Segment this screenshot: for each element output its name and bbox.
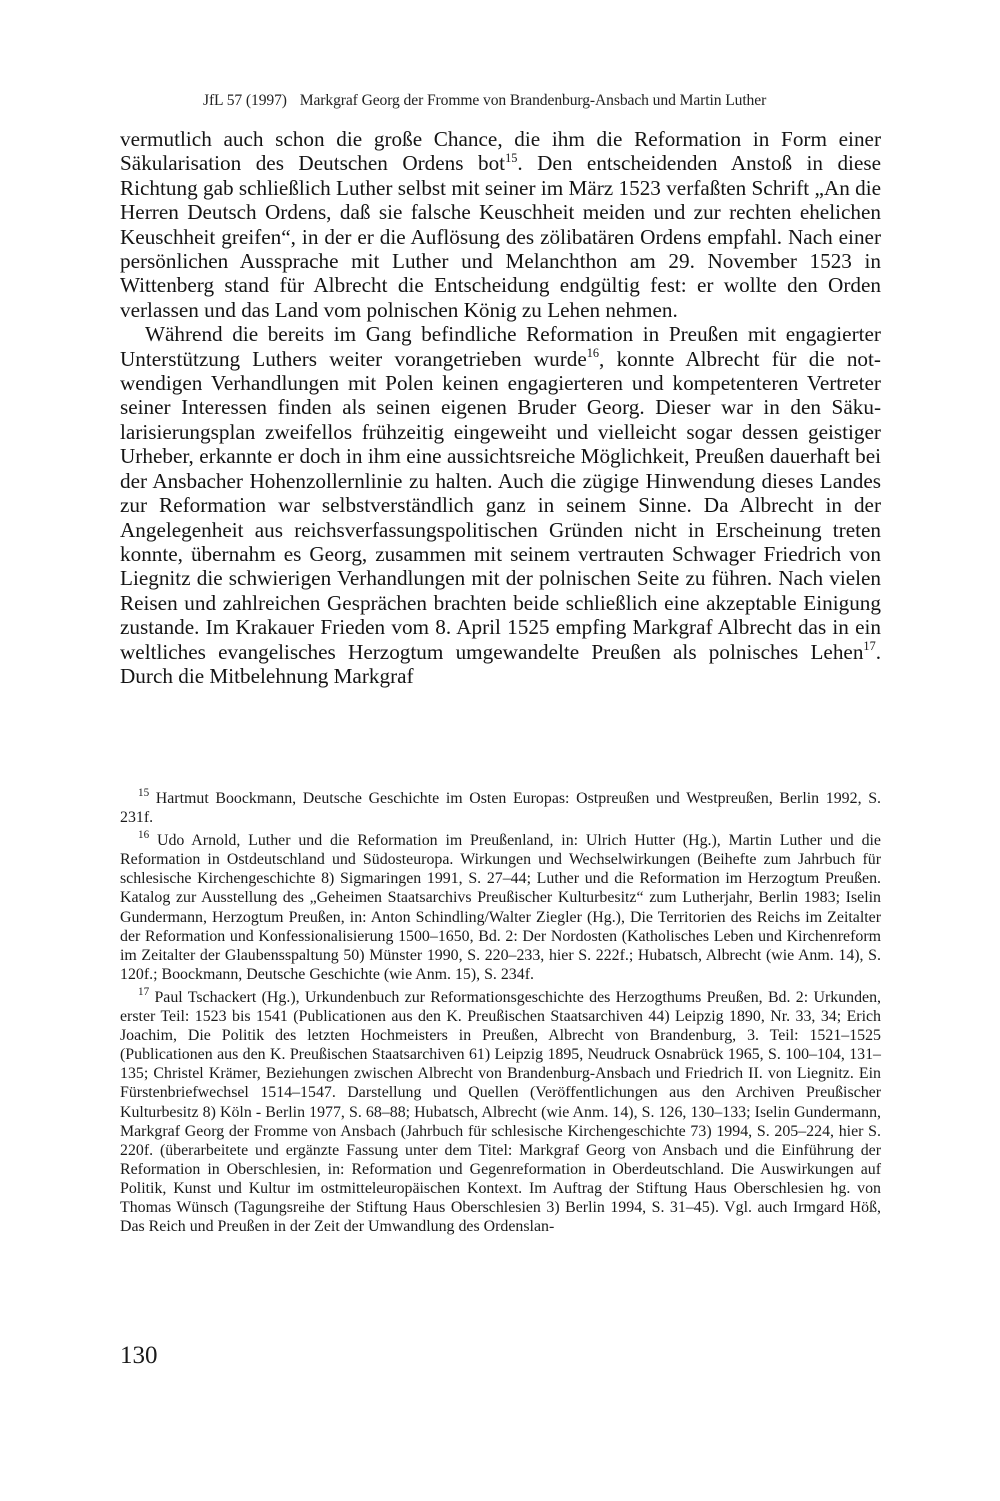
main-text (120, 127, 881, 688)
footnote-text: Paul Tschackert (Hg.), Urkundenbuch zur Reformationsgeschichte des Herzogthums Preußen, Bd. 2: Urkunden, erster Teil: 1523 bis 1541 (Publicationen aus den K. Preußischen Staatsarchiven 44) Leipzig 1890, Nr. 33, 34; Erich Joachim, Die Politik des letzten Hochmeisters in Preußen, Albrecht von Brandenburg, 3. Teil: 1521–1525 (Publicationen aus den K. Preußischen Staatsarchiven 61) Leipzig 1895, Neudruck Osnabrück 1965, S. 100–104, 131–135; Christel Krämer, Beziehungen zwischen Albrecht von Brandenburg-Ansbach und Friedrich II. von Liegnitz. Ein Fürstenbriefwechsel 1514–1547. Darstellung und Quellen (Veröffentlichungen aus den Archiven Preußischer Kulturbesitz 8) Köln - Berlin 1977, S. 68–88; Hubatsch, Albrecht (wie Anm. 14), S. 126, 130–133; Iselin Gundermann, Markgraf Georg der Fromme von Ansbach (Jahrbuch für schlesische Kirchengeschichte 73) 1994, S. 205–224, hier S. 220f. (überarbeitete und ergänzte Fassung unter dem Titel: Markgraf Georg von Ansbach und die Einführung der Reformation in Oberschlesien, in: Reformation und Gegenreformation in Oberdeutschland. Die Auswirkungen auf Politik, Kunst und Kultur im ostmitteleuropäischen Kontext. Im Auftrag der Stiftung Haus Oberschlesien hg. von Thomas Wünsch (Tagungsreihe der Stiftung Haus Oberschlesien 3) Berlin 1994, S. 31–45). Vgl. auch Irmgard Höß, Das Reich und Preußen in der Zeit der Umwandlung des Ordenslan- (120, 988, 881, 1236)
paragraph-2-text-c: . Durch die Mitbelehnung Markgraf (120, 639, 881, 688)
footnote-text: Hartmut Boockmann, Deutsche Geschichte im Osten Europas: Ostpreußen und Westpreußen, Berlin 1992, S. 231f. (120, 790, 881, 827)
paragraph-1-text-a: vermutlich auch schon die große Chance, die ihm die Reformation in Form einer Säkularisation des Deutschen Ordens bot (120, 127, 881, 176)
footnote-number: 15 (138, 787, 150, 800)
footnote-16 (120, 831, 881, 984)
footnote-ref-17[interactable]: 17 (863, 638, 876, 653)
running-header (203, 92, 883, 110)
paragraph-1-text-b: . Den entscheidenden Anstoß in diese Richtung gab schließlich Luther selbst mit seiner im März 1523 verfaßten Schrift „An die Herren Deutsch Ordens, daß sie falsche Keuschheit meiden und zur rechten ehelichen Keuschheit greifen“, in der er die Auflösung des zölibatären Ordens empfahl. Nach einer persönlichen Aussprache mit Luther und Melanchthon am 29. November 1523 in Wittenberg stand für Albrecht die Entscheidung endgültig fest: er wollte den Orden verlassen und das Land vom polnischen König zu Lehen nehmen. (120, 151, 882, 322)
paragraph-2-text-b: , konnte Albrecht für die notwendigen Verhandlungen mit Polen keinen engagierteren und kompetenteren Vertreter seiner Interessen finden als seinen eigenen Bruder Georg. Dieser war in den Säkularisierungsplan zweifellos frühzeitig eingeweiht und vielleicht sogar dessen geistiger Urheber, erkannte er doch in ihm eine aussichtsreiche Möglichkeit, Preußen dauerhaft bei der Ansbacher Hohenzollernlinie zu halten. Auch die zügige Hinwendung dieses Landes zur Reformation war selbstverständlich ganz in seinem Sinne. Da Albrecht in der Angelegenheit aus reichsverfassungspolitischen Gründen nicht in Erscheinung treten konnte, übernahm es Georg, zusammen mit seinem vertrauten Schwager Friedrich von Liegnitz die schwierigen Verhandlungen mit der polnischen Seite zu führen. Nach vielen Reisen und zahlreichen Gesprächen brachten beide schließlich eine akzeptable Einigung zustande. Im Krakauer Frieden vom 8. April 1525 empfing Markgraf Albrecht das in ein weltliches evangelisches Herzogtum umgewandelte Preußen als polnisches Lehen (120, 346, 881, 664)
footnote-17 (120, 988, 881, 1236)
paragraph-1 (120, 127, 881, 322)
footnote-text: Udo Arnold, Luther und die Reformation im Preußenland, in: Ulrich Hutter (Hg.), Martin Luther und die Reformation in Ostdeutschland und Südosteuropa. Wirkungen und Wechselwirkungen (Beihefte zum Jahrbuch für schlesische Kirchengeschichte 8) Sigmaringen 1991, S. 27–44; Luther und die Reformation im Herzogtum Preußen. Katalog zur Ausstellung des „Geheimen Staatsarchivs Preußischer Kulturbesitz“ zum Lutherjahr, Berlin 1983; Iselin Gundermann, Herzogtum Preußen, in: Anton Schindling/Walter Ziegler (Hg.), Die Territorien des Reichs im Zeitalter der Reformation und Konfessionalisierung 1500–1650, Bd. 2: Der Nordosten (Katholisches Leben und Kirchenreform im Zeitalter der Glaubensspaltung 50) Münster 1990, S. 220–233, hier S. 222f.; Hubatsch, Albrecht (wie Anm. 14), S. 120f.; Boockmann, Deutsche Geschichte (wie Anm. 15), S. 234f. (120, 832, 881, 983)
paragraph-2 (120, 322, 881, 688)
page-number: 130 (120, 1342, 158, 1369)
footnote-number: 17 (138, 986, 150, 999)
footnote-ref-15[interactable]: 15 (505, 150, 518, 165)
footnotes (120, 789, 881, 1240)
paragraph-2-text-a: Während die bereits im Gang befindliche Reformation in Preußen mit engagierter Unterstützung Luthers weiter vorangetrieben wurde (120, 322, 881, 371)
footnote-ref-16[interactable]: 16 (586, 345, 600, 360)
footnote-15 (120, 789, 881, 827)
article-title: Markgraf Georg der Fromme von Brandenburg-Ansbach und Martin Luther (299, 92, 767, 109)
journal-citation: JfL 57 (1997) (203, 92, 287, 109)
footnote-number: 16 (138, 829, 150, 842)
